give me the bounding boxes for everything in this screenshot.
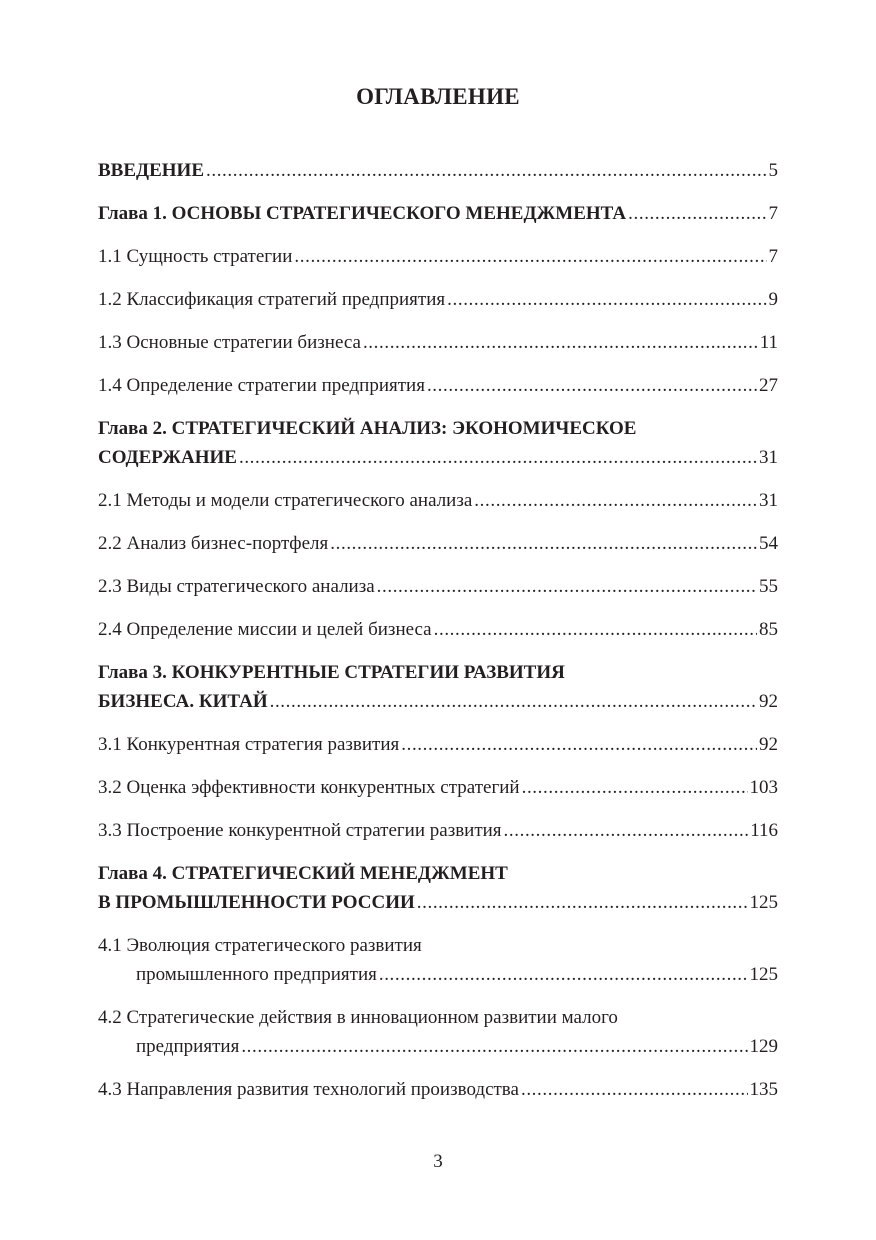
toc-entry-title: СОДЕРЖАНИЕ: [98, 447, 237, 468]
toc-entry-title: 3.3 Построение конкурентной стратегии развития: [98, 820, 502, 841]
toc-entry-title: 4.1 Эволюция стратегического развития: [98, 935, 422, 956]
toc-entry-title: 1.4 Определение стратегии предприятия: [98, 375, 425, 396]
toc-entry-line: [98, 529, 778, 558]
dot-leader: [239, 443, 757, 472]
toc-entry-title: В ПРОМЫШЛЕННОСТИ РОССИИ: [98, 892, 415, 913]
toc-page-number: 135: [749, 1079, 778, 1100]
toc-entry[interactable]: [98, 859, 778, 917]
toc-entry-line: [98, 730, 778, 759]
toc-page-number: 92: [759, 734, 778, 755]
toc-page-number: 129: [749, 1036, 778, 1057]
toc-entry[interactable]: [98, 156, 778, 185]
toc-entry-title: 4.3 Направления развития технологий производства: [98, 1079, 519, 1100]
toc-entry-line: [98, 199, 778, 228]
toc-entry[interactable]: [98, 816, 778, 845]
toc-entry[interactable]: [98, 199, 778, 228]
dot-leader: [401, 730, 757, 759]
toc-entry-line: [98, 658, 778, 687]
dot-leader: [434, 615, 757, 644]
toc-entry-line: [98, 1032, 778, 1061]
toc-page-number: 54: [759, 533, 778, 554]
toc-entry-title: 1.2 Классификация стратегий предприятия: [98, 289, 446, 310]
toc-entry-title: БИЗНЕСА. КИТАЙ: [98, 691, 268, 712]
dot-leader: [427, 371, 757, 400]
toc-page-number: 5: [768, 160, 778, 181]
dot-leader: [206, 156, 767, 185]
dot-leader: [521, 1075, 748, 1104]
toc-entry-line: [98, 414, 778, 443]
toc-entry-line: [98, 572, 778, 601]
dot-leader: [447, 285, 766, 314]
toc-page-number: 27: [759, 375, 778, 396]
toc-entry[interactable]: [98, 730, 778, 759]
toc-entry-title: Глава 2. СТРАТЕГИЧЕСКИЙ АНАЛИЗ: ЭКОНОМИЧЕСКОЕ: [98, 418, 637, 439]
toc-entry[interactable]: [98, 1075, 778, 1104]
toc-entry-title: Глава 4. СТРАТЕГИЧЕСКИЙ МЕНЕДЖМЕНТ: [98, 863, 508, 884]
toc-entry-line: [98, 443, 778, 472]
toc-page-number: 7: [768, 203, 778, 224]
toc-page-number: 92: [759, 691, 778, 712]
toc-page-number: 9: [768, 289, 778, 310]
toc-page-number: 125: [749, 964, 778, 985]
toc-entry-title: ВВЕДЕНИЕ: [98, 160, 204, 181]
toc-entry[interactable]: [98, 1003, 778, 1061]
toc-entry-line: [98, 960, 778, 989]
toc-entry-line: [98, 1075, 778, 1104]
toc-entry[interactable]: [98, 931, 778, 989]
toc-entry-title: 3.2 Оценка эффективности конкурентных стратегий: [98, 777, 520, 798]
dot-leader: [377, 572, 757, 601]
toc-page-number: 125: [749, 892, 778, 913]
toc-entry-title: 1.3 Основные стратегии бизнеса: [98, 332, 361, 353]
toc-page-number: 55: [759, 576, 778, 597]
dot-leader: [330, 529, 757, 558]
toc-entry-title: предприятия: [136, 1036, 240, 1057]
toc-entry[interactable]: [98, 658, 778, 716]
toc-page-number: 31: [759, 447, 778, 468]
toc-page-number: 31: [759, 490, 778, 511]
toc-entry-title: 2.4 Определение миссии и целей бизнеса: [98, 619, 432, 640]
toc-entry-line: [98, 615, 778, 644]
dot-leader: [628, 199, 766, 228]
toc-entry-line: [98, 1003, 778, 1032]
toc-entry-title: 3.1 Конкурентная стратегия развития: [98, 734, 400, 755]
dot-leader: [522, 773, 748, 802]
toc-entry[interactable]: [98, 328, 778, 357]
toc-entry-title: Глава 3. КОНКУРЕНТНЫЕ СТРАТЕГИИ РАЗВИТИЯ: [98, 662, 565, 683]
dot-leader: [241, 1032, 747, 1061]
toc-entry[interactable]: [98, 486, 778, 515]
toc-page-number: 7: [768, 246, 778, 267]
toc-page-number: 116: [750, 820, 778, 841]
toc-page-number: 85: [759, 619, 778, 640]
toc-entry[interactable]: [98, 414, 778, 472]
page-title: ОГЛАВЛЕНИЕ: [356, 84, 520, 109]
toc-entry-line: [98, 816, 778, 845]
toc-entry-line: [98, 888, 778, 917]
toc-entry-line: [98, 773, 778, 802]
toc-entry-title: промышленного предприятия: [136, 964, 377, 985]
toc-entry-title: 2.3 Виды стратегического анализа: [98, 576, 375, 597]
dot-leader: [379, 960, 748, 989]
toc-entry[interactable]: [98, 572, 778, 601]
toc-entry[interactable]: [98, 242, 778, 271]
toc-entry-title: 4.2 Стратегические действия в инновационном развитии малого: [98, 1007, 618, 1028]
toc-page-number: 11: [759, 332, 778, 353]
toc-page-number: 103: [749, 777, 778, 798]
table-of-contents: [98, 156, 778, 1118]
toc-entry[interactable]: [98, 285, 778, 314]
dot-leader: [294, 242, 766, 271]
toc-entry[interactable]: [98, 773, 778, 802]
toc-entry-line: [98, 931, 778, 960]
dot-leader: [474, 486, 757, 515]
toc-entry-title: 2.1 Методы и модели стратегического анализа: [98, 490, 473, 511]
toc-entry-line: [98, 859, 778, 888]
page-number: 3: [433, 1151, 443, 1172]
dot-leader: [270, 687, 757, 716]
dot-leader: [504, 816, 749, 845]
toc-entry[interactable]: [98, 615, 778, 644]
toc-entry[interactable]: [98, 529, 778, 558]
toc-entry-line: [98, 486, 778, 515]
toc-entry-line: [98, 371, 778, 400]
toc-entry-line: [98, 285, 778, 314]
dot-leader: [417, 888, 748, 917]
toc-entry-line: [98, 156, 778, 185]
toc-entry-title: 1.1 Сущность стратегии: [98, 246, 293, 267]
toc-entry-line: [98, 242, 778, 271]
toc-entry-title: Глава 1. ОСНОВЫ СТРАТЕГИЧЕСКОГО МЕНЕДЖМЕНТА: [98, 203, 627, 224]
toc-entry-line: [98, 328, 778, 357]
toc-entry[interactable]: [98, 371, 778, 400]
dot-leader: [363, 328, 758, 357]
toc-entry-title: 2.2 Анализ бизнес-портфеля: [98, 533, 329, 554]
toc-entry-line: [98, 687, 778, 716]
